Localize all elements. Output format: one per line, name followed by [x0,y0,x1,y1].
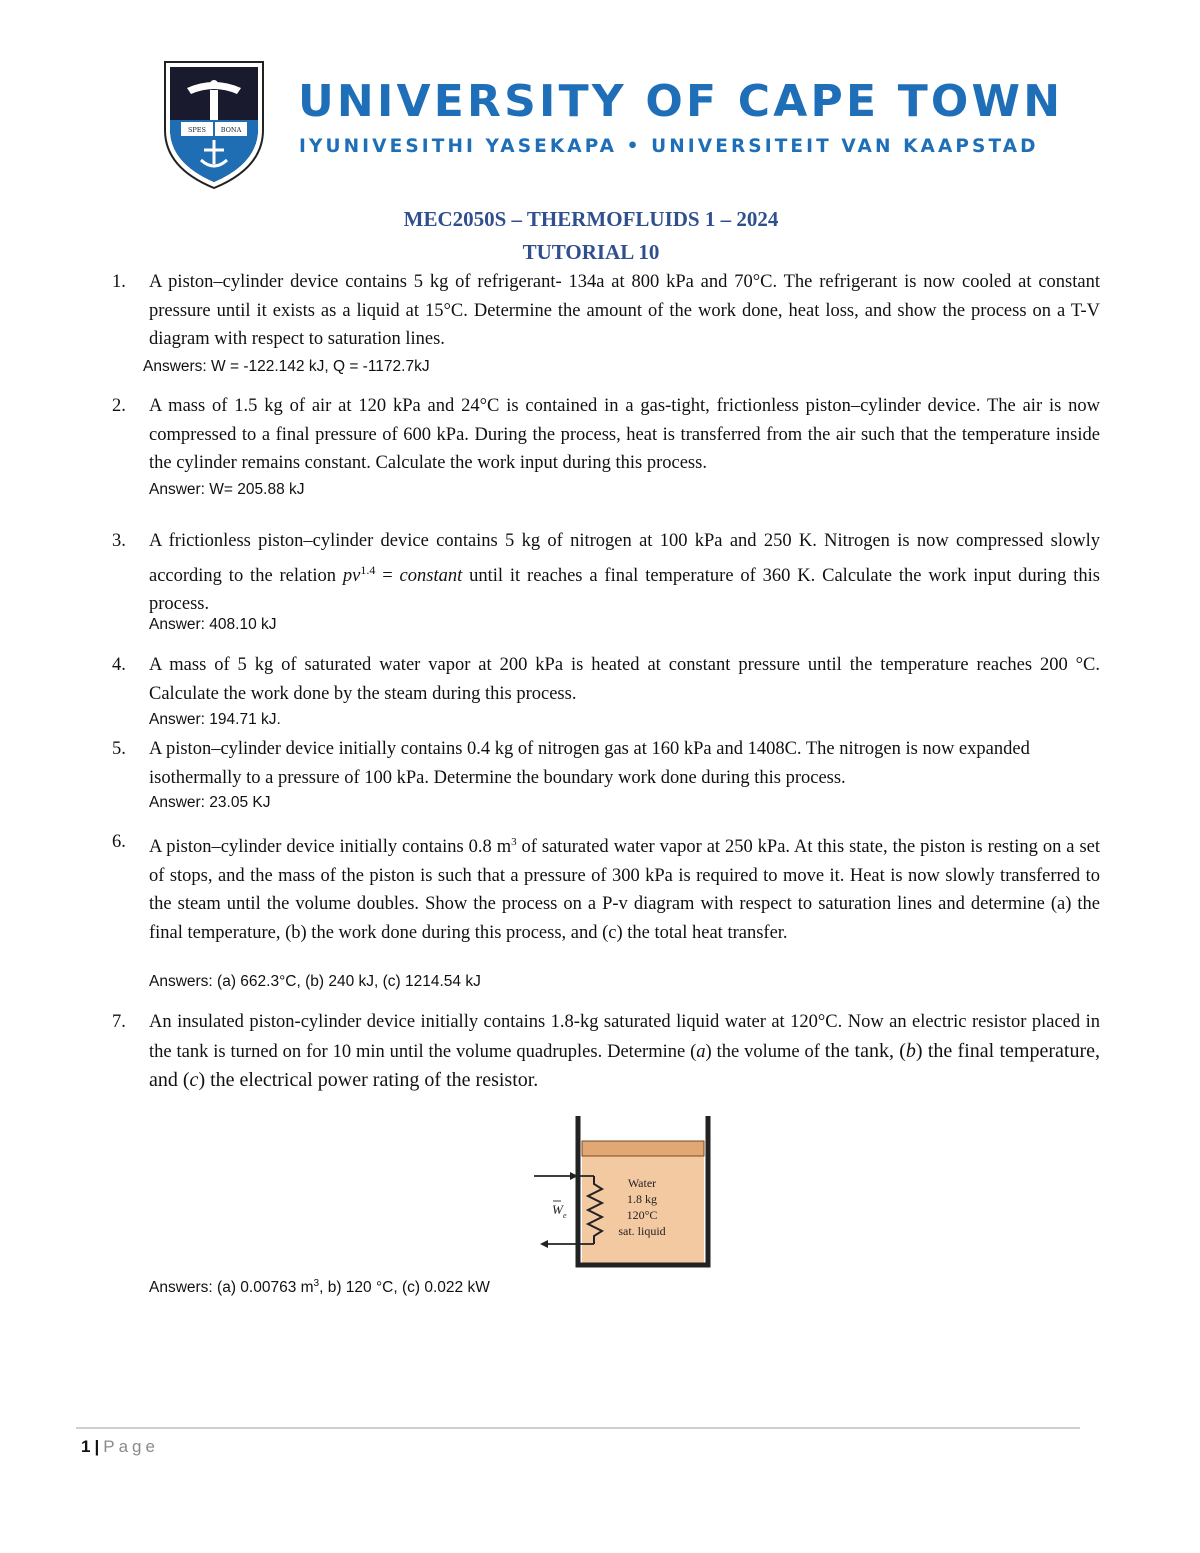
question-text-part: ) the final temperature, and ( [149,1039,1100,1091]
relation-lhs: pv [342,565,361,586]
figure-label-mass: 1.8 kg [627,1192,657,1206]
question-text-part: until it reaches a final temperature of 360 K. Calculate the work input during this process. [149,565,1100,615]
question-answer [149,1278,490,1297]
question-number: 5. [112,739,126,759]
figure-label-state: sat. liquid [618,1224,666,1238]
course-title: MEC2050S – THERMOFLUIDS 1 – 2024 [403,207,779,231]
part-label: b [905,1039,916,1062]
question-text [149,527,1100,619]
page-label: Page [103,1437,159,1456]
question-text-part: ) the electrical power rating of the resistor. [198,1069,539,1091]
arrow-out-icon [540,1240,548,1248]
question-number: 1. [112,272,126,292]
question-text: A mass of 5 kg of saturated water vapor at 200 kPa is heated at constant pressure until the temperature reaches 200 °C. Calculate the work done by the steam during this process. [149,655,1100,704]
superscript: 3 [511,836,517,848]
piston [582,1141,704,1156]
relation-equals: = [375,565,400,586]
question-number: 6. [112,832,126,852]
question-text-part: ) the volume of [705,1041,825,1062]
question-answer: Answer: 194.71 kJ. [149,711,281,728]
question-text-part: An insulated piston-cylinder device initially contains 1.8-kg saturated liquid water at 120°C. Now an electric resistor placed in the tank is turned on for 10 min until the volume quadruples. Determine ( [149,1012,1100,1062]
svg-text:BONA: BONA [220,126,242,134]
question-answer: Answer: 23.05 KJ [149,794,271,811]
question-text: A piston–cylinder device contains 5 kg of refrigerant- 134a at 800 kPa and 70°C. The refrigerant is now cooled at constant pressure until it exists as a liquid at 15°C. Determine the amount of the work done, heat loss, and show the process on a T-V diagram with respect to saturation lines. [149,272,1100,349]
question-text-part: A piston–cylinder device initially contains 0.8 m [149,837,512,858]
question-text-part: of saturated water vapor at 250 kPa. At this state, the piston is resting on a set of stops, and the mass of the piston is such that a pressure of 300 kPa is required to move it. Heat is now slowly transferred to the steam until the volume doubles. Show the process on a P-v diagram with respect to saturation lines and determine (a) the final temperature, (b) the work done during this process, and (c) the total heat transfer. [149,837,1101,943]
university-name: UNIVERSITY OF CAPE TOWN [298,76,1064,127]
footer-divider [76,1427,1080,1429]
work-subscript: e [563,1211,567,1220]
question-answer: Answers: (a) 662.3°C, (b) 240 kJ, (c) 1214.54 kJ [149,973,481,990]
piston-cylinder-figure [530,1110,715,1270]
part-label: a [696,1041,706,1062]
part-label: c [189,1069,199,1091]
question-answer: Answer: W= 205.88 kJ [149,481,305,498]
question-text-part: A frictionless piston–cylinder device contains 5 kg of nitrogen at 100 kPa and 250 K. Nitrogen is now compressed slowly according to the relation [149,531,1100,586]
question-number: 4. [112,655,126,675]
svg-text:SPES: SPES [187,126,207,134]
question-number: 7. [112,1012,126,1032]
page-footer [81,1437,159,1457]
superscript: 3 [313,1278,320,1289]
tutorial-title: TUTORIAL 10 [522,240,660,264]
work-symbol: W [552,1202,563,1217]
question-text-part: the tank, ( [824,1039,906,1062]
question-text [149,1008,1100,1096]
figure-label-temp: 120°C [626,1208,658,1222]
answer-part: Answers: (a) 0.00763 m [149,1279,314,1297]
uct-crest-logo [163,60,265,190]
university-subtitle: IYUNIVESITHI YASEKAPA • UNIVERSITEIT VAN KAAPSTAD [299,136,1039,157]
question-number: 2. [112,396,126,416]
question-text: A piston–cylinder device initially contains 0.4 kg of nitrogen gas at 160 kPa and 1408C. The nitrogen is now expanded isothermally to a pressure of 100 kPa. Determine the boundary work done during this process. [149,739,1030,788]
answer-part: , b) 120 °C, (c) 0.022 kW [319,1279,490,1297]
question-answer: Answer: 408.10 kJ [149,616,277,633]
page-number: 1 [81,1437,91,1456]
question-answer: Answers: W = -122.142 kJ, Q = -1172.7kJ [143,358,430,375]
figure-label-water: Water [627,1176,657,1190]
question-number: 3. [112,531,126,551]
question-text: A mass of 1.5 kg of air at 120 kPa and 24°C is contained in a gas-tight, frictionless piston–cylinder device. The air is now compressed to a final pressure of 600 kPa. During the process, heat is transferred from the air such that the temperature inside the cylinder remains constant. Calculate the work input during this process. [149,396,1100,473]
relation-constant: constant [399,565,463,586]
question-text [149,828,1100,947]
document-header [0,0,1200,200]
relation-exponent: 1.4 [360,562,376,577]
page-separator: | [94,1437,100,1456]
